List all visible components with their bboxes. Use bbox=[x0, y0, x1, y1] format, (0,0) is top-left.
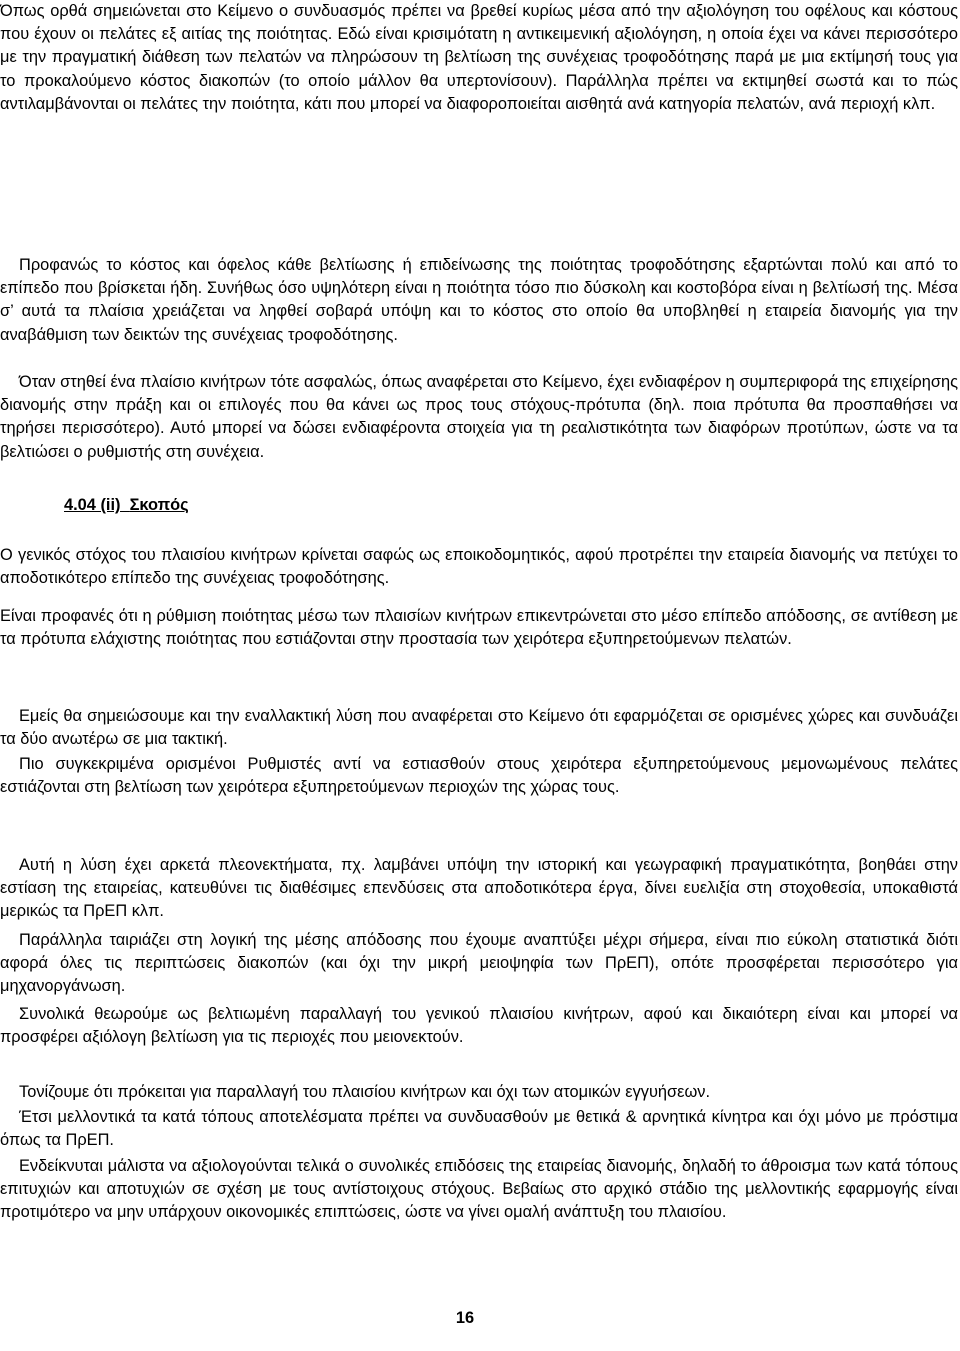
paragraph-average-performance: Είναι προφανές ότι η ρύθμιση ποιότητας μέσω των πλαισίων κινήτρων επικεντρώνεται στο μέσο επίπεδο απόδοσης, σε αντίθεση με τα πρότυπα ελάχιστης ποιότητας που εστιάζονται στην προστασία των χειρότερα εξυπηρετούμενων πελατών. bbox=[0, 607, 958, 649]
paragraph-general-goal: Ο γενικός στόχος του πλαισίου κινήτρων κρίνεται σαφώς ως εποικοδομητικός, αφού προτρέπει την εταιρεία διανομής να πετύχει το αποδοτικότερο επίπεδο της συνέχειας τροφοδότησης. bbox=[0, 546, 958, 588]
section-title: Σκοπός bbox=[129, 496, 189, 514]
paragraph-regulators-regions: Πιο συγκεκριμένα ορισμένοι Ρυθμιστές αντί να εστιασθούν στους χειρότερα εξυπηρετούμενους μεμονωμένους πελάτες εστιάζονται στη βελτίωση των χειρότερα εξυπηρετούμενων περιοχών της χώρας τους. bbox=[0, 755, 958, 797]
paragraph-quality-cost-benefit: Όπως ορθά σημειώνεται στο Κείμενο ο συνδυασμός πρέπει να βρεθεί κυρίως μέσα από την αξιολόγηση του οφέλους και κόστους που έχουν οι πελάτες εξ αιτίας της ποιότητας. Εδώ είναι κρισιμότατη η αντικειμενική αξιολόγηση, η οποία έχει να κάνει περισσότερο με την πραγματική διάθεση των πελατών να πληρώσουν τη βελτίωση της συνέχειας τροφοδότησης παρά με μια εκτίμησή τους για το προκαλούμενο κόστος διακοπών (το οποίο μάλλον θα υπερτονίσουν). Παράλληλα πρέπει να εκτιμηθεί σωστά και το πώς αντιλαμβάνονται οι πελάτες την ποιότητα, κάτι που μπορεί να διαφοροποιείται αισθητά ανά κατηγορία πελατών, ανά περιοχή κλπ. bbox=[0, 2, 958, 113]
paragraph-cost-level: Προφανώς το κόστος και όφελος κάθε βελτίωσης ή επιδείνωσης της ποιότητας τροφοδότησης εξαρτώνται πολύ και από το επίπεδο που βρίσκεται ήδη. Συνήθως όσο υψηλότερη είναι η ποιότητα τόσο πιο δύσκολη και κοστοβόρα είναι η βελτίωσή της. Μέσα σ’ αυτά τα πλαίσια χρειάζεται να ληφθεί σοβαρά υπόψη και το κόστος στο οποίο θα υποβληθεί η εταιρεία διανομής για την αναβάθμιση των δεικτών της συνέχειας τροφοδότησης. bbox=[0, 256, 958, 344]
section-number: 4.04 (ii) bbox=[64, 496, 121, 514]
section-gap bbox=[120, 496, 129, 514]
paragraph-future-incentives: Έτσι μελλοντικά τα κατά τόπους αποτελέσματα πρέπει να συνδυασθούν με θετικά & αρνητικά κίνητρα και όχι μόνο με πρόστιμα όπως τα ΠρΕΠ. bbox=[0, 1108, 958, 1150]
paragraph-variant-emphasis: Τονίζουμε ότι πρόκειται για παραλλαγή του πλαισίου κινήτρων και όχι των ατομικών εγγυήσεων. bbox=[19, 1083, 711, 1101]
paragraph-alternative-solution: Εμείς θα σημειώσουμε και την εναλλακτική λύση που αναφέρεται στο Κείμενο ότι εφαρμόζεται σε ορισμένες χώρες και συνδυάζει τα δύο ανωτέρω σε μια τακτική. bbox=[0, 707, 958, 749]
paragraph-advantages: Αυτή η λύση έχει αρκετά πλεονεκτήματα, πχ. λαμβάνει υπόψη την ιστορική και γεωγραφική πραγματικότητα, βοηθάει στην εστίαση της εταιρείας, κατευθύνει τις διαθέσιμες επενδύσεις στα αποδοτικότερα έργα, δίνει ευελιξία στη στοχοθεσία, υποκαθιστά μερικώς τα ΠρΕΠ κλπ. bbox=[0, 856, 958, 921]
paragraph-improved-variant: Συνολικά θεωρούμε ως βελτιωμένη παραλλαγή του γενικού πλαισίου κινήτρων, αφού και δικαιότερη είναι και μπορεί να προσφέρει αξιόλογη βελτίωση για τις περιοχές που μειονεκτούν. bbox=[0, 1005, 958, 1047]
paragraph-incentive-framework: Όταν στηθεί ένα πλαίσιο κινήτρων τότε ασφαλώς, όπως αναφέρεται στο Κείμενο, έχει ενδιαφέρον η συμπεριφορά της επιχείρησης διανομής στην πράξη και οι επιλογές που θα κάνει ως προς τους στόχους-πρότυπα (δηλ. ποια πρότυπα θα προσπαθήσει να τηρήσει περισσότερο). Αυτό μπορεί να δώσει ενδιαφέροντα στοιχεία για τη ρεαλιστικότητα των διαφόρων προτύπων, ώστε να τα βελτιώσει ο ρυθμιστής στη συνέχεια. bbox=[0, 373, 958, 461]
page-number: 16 bbox=[455, 1309, 475, 1327]
paragraph-average-logic: Παράλληλα ταιριάζει στη λογική της μέσης απόδοσης που έχουμε αναπτύξει μέχρι σήμερα, είναι πιο εύκολη στατιστικά διότι αφορά όλες τις περιπτώσεις διακοπών (και όχι την μικρή μειοψηφία των ΠρΕΠ), οπότε προσφέρεται περισσότερο για μηχανοργάνωση. bbox=[0, 931, 958, 996]
section-heading bbox=[64, 494, 189, 517]
paragraph-overall-performance: Ενδείκνυται μάλιστα να αξιολογούνται τελικά ο συνολικές επιδόσεις της εταιρείας διανομής, δηλαδή το άθροισμα των κατά τόπους επιτυχιών και αποτυχιών σε σχέση με τους αντίστοιχους στόχους. Βεβαίως στο αρχικό στάδιο της μελλοντικής εφαρμογής είναι προτιμότερο να μην υπάρχουν οικονομικές επιπτώσεις, ώστε να γίνει ομαλή ανάπτυξη του πλαισίου. bbox=[0, 1157, 958, 1222]
